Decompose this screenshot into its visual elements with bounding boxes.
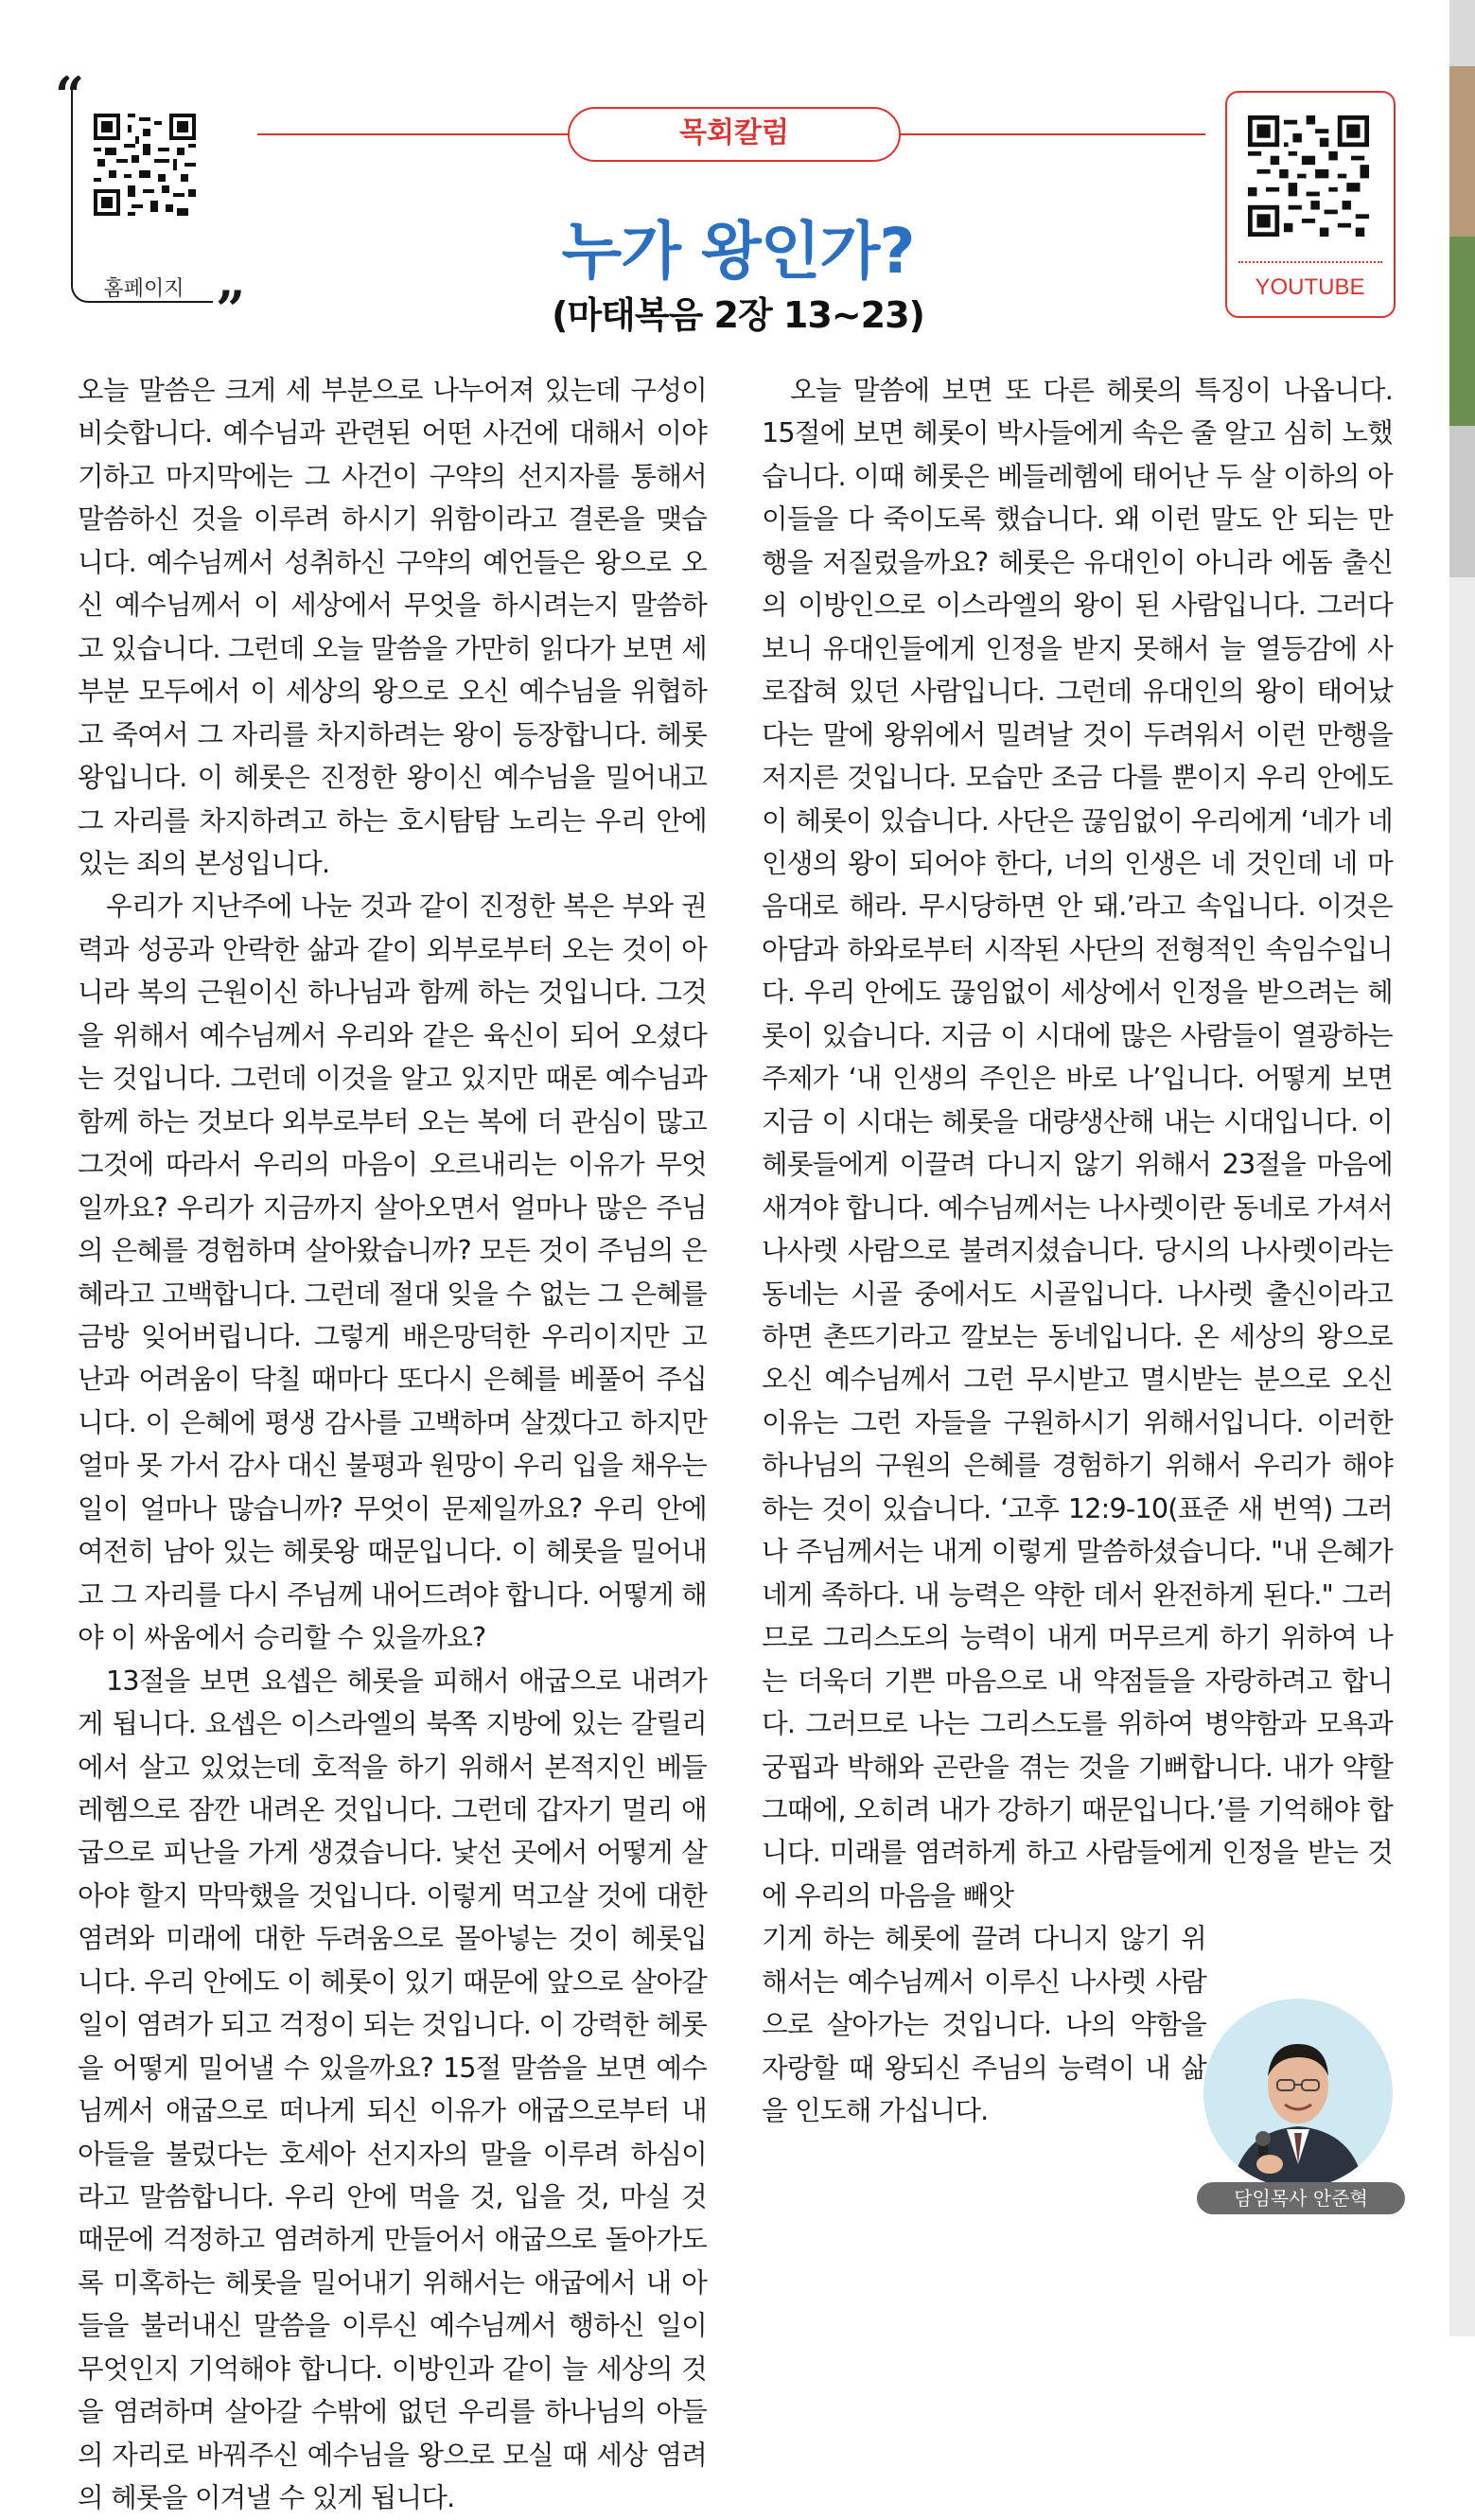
paragraph-5: 기게 하는 헤롯에 끌려 다니지 않기 위해서는 예수님께서 이루신 나사렛 사람으로 살아가는 것입니다. 나의 약함을 자랑할 때 왕되신 주님의 능력이 내 삶을 인도해 가십니다. [762,1922,1206,2127]
paragraph-3: 13절을 보면 요셉은 헤롯을 피해서 애굽으로 내려가게 됩니다. 요셉은 이스라엘의 북쪽 지방에 있는 갈릴리에서 살고 있었는데 호적을 하기 위해서 본적지인 베들레헴으로 잠깐 내려온 것입니다. 그런데 갑자기 멀리 애굽으로 피난을 가게 생겼습니다. 낯선 곳에서 어떻게 살아야 할지 막막했을 것입니다. 이렇게 먹고살 것에 대한 염려와 미래에 대한 두려움으로 몰아넣는 것이 헤롯입니다. 우리 안에도 이 헤롯이 있기 때문에 앞으로 살아갈 일이 염려가 되고 걱정이 되는 것입니다. 이 강력한 헤롯을 어떻게 밀어낼 수 있을까요? 15절 말씀을 보면 예수님께서 애굽으로 떠나게 되신 이유가 애굽으로부터 내 아들을 불렀다는 호세아 선지자의 말을 이루려 하심이라고 말씀합니다. 우리 안에 먹을 것, 입을 것, 마실 것 때문에 걱정하고 염려하게 만들어서 애굽으로 돌아가도록 미혹하는 헤롯을 밀어내기 위해서는 애굽에서 내 아들을 불러내신 말씀을 이루신 예수님께서 행하신 일이 무엇인지 기억해야 합니다. 이방인과 같이 늘 세상의 것을 염려하며 살아갈 수밖에 없던 우리를 하나님의 아들의 자리로 바꿔주신 예수님을 왕으로 모실 때 세상 염려의 헤롯을 이겨낼 수 있게 됩니다. [78,1664,707,2514]
open-quote-mark: “ [55,65,85,126]
homepage-label: 홈페이지 [103,277,184,301]
youtube-label: YOUTUBE [1255,274,1365,300]
section-label: 목회칼럼 [568,107,901,162]
homepage-qr-box[interactable] [71,85,213,303]
paragraph-4: 오늘 말씀에 보면 또 다른 헤롯의 특징이 나옵니다. 15절에 보면 헤롯이 박사들에게 속은 줄 알고 심히 노했습니다. 이때 헤롯은 베들레헴에 태어난 두 살 이하의 아이들을 다 죽이도록 했습니다. 왜 이런 말도 안 되는 만행을 저질렀을까요? 헤롯은 유대인이 아니라 에돔 출신의 이방인으로 이스라엘의 왕이 된 사람입니다. 그러다 보니 유대인들에게 인정을 받지 못해서 늘 열등감에 사로잡혀 있던 사람입니다. 그런데 유대인의 왕이 태어났다는 말에 왕위에서 밀려날 것이 두려워서 이런 만행을 저지른 것입니다. 모습만 조금 다를 뿐이지 우리 안에도 이 헤롯이 있습니다. 사단은 끊임없이 우리에게 ‘네가 네 인생의 왕이 되어야 한다, 너의 인생은 네 것인데 네 마음대로 해라. 무시당하면 안 돼.’라고 속입니다. 이것은 아담과 하와로부터 시작된 사단의 전형적인 속임수입니다. 우리 안에도 끊임없이 세상에서 인정을 받으려는 헤롯이 있습니다. 지금 이 시대에 많은 사람들이 열광하는 주제가 ‘내 인생의 주인은 바로 나’입니다. 어떻게 보면 지금 이 시대는 헤롯을 대량생산해 내는 시대입니다. 이 헤롯들에게 이끌려 다니지 않기 위해서 23절을 마음에 새겨야 합니다. 예수님께서는 나사렛이란 동네로 가셔서 나사렛 사람으로 불려지셨습니다. 당시의 나사렛이라는 동네는 시골 중에서도 시골입니다. 나사렛 출신이라고 하면 촌뜨기라고 깔보는 동네입니다. 온 세상의 왕으로 오신 예수님께서 그런 무시받고 멸시받는 분으로 오신 이유는 그런 자들을 구원하시기 위해서입니다. 이러한 하나님의 구원의 은혜를 경험하기 위해서 우리가 해야 하는 것이 있습니다. ‘고후 12:9-10(표준 새 번역) 그러나 주님께서는 내게 이렇게 말씀하셨습니다. "내 은혜가 네게 족하다. 내 능력은 약한 데서 완전하게 된다." 그러므로 그리스도의 능력이 내게 머무르게 하기 위하여 나는 더욱더 기쁜 마음으로 내 약점들을 자랑하려고 합니다. 그러므로 나는 그리스도를 위하여 병약함과 모욕과 궁핍과 박해와 곤란을 겪는 것을 기뻐합니다. 내가 약할 그때에, 오히려 내가 강하기 때문입니다.’를 기억해야 합니다. 미래를 염려하게 하고 사람들에게 인정을 받는 것에 우리의 마음을 빼앗 [762,374,1393,1912]
dotted-divider [1238,261,1382,263]
article-column-right [762,369,1393,2133]
qr-code-icon [94,114,196,216]
close-quote-mark: ” [216,279,246,340]
page-title: 누가 왕인가? [561,215,915,288]
header-rule-right [901,133,1205,135]
paragraph-2: 우리가 지난주에 나눈 것과 같이 진정한 복은 부와 권력과 성공과 안락한 삶과 같이 외부로부터 오는 것이 아니라 복의 근원이신 하나님과 함께 하는 것입니다. 그것을 위해서 예수님께서 우리와 같은 육신이 되어 오셨다는 것입니다. 그런데 이것을 알고 있지만 때론 예수님과 함께 하는 것보다 외부로부터 오는 복에 더 관심이 많고 그것에 따라서 우리의 마음이 오르내리는 이유가 무엇일까요? 우리가 지금까지 살아오면서 얼마나 많은 주님의 은혜를 경험하며 살아왔습니까? 모든 것이 주님의 은혜라고 고백합니다. 그런데 절대 잊을 수 없는 그 은혜를 금방 잊어버립니다. 그렇게 배은망덕한 우리이지만 고난과 어려움이 닥칠 때마다 또다시 은혜를 베풀어 주십니다. 이 은혜에 평생 감사를 고백하며 살겠다고 하지만 얼마 못 가서 감사 대신 불평과 원망이 우리 입을 채우는 일이 얼마나 많습니까? 무엇이 문제일까요? 우리 안에 여전히 남아 있는 헤롯왕 때문입니다. 이 헤롯을 밀어내고 그 자리를 다시 주님께 내어드려야 합니다. 어떻게 해야 이 싸움에서 승리할 수 있을까요? [78,890,707,1654]
article-column-left [78,369,707,2520]
scripture-reference: (마태복음 2장 13~23) [552,294,924,336]
header-rule-left [257,133,568,135]
pastor-caption: 담임목사 안준혁 [1197,2182,1405,2214]
qr-code-icon [1248,115,1369,237]
pastor-photo [1203,1999,1393,2188]
adjacent-page-edge [1449,0,1475,2336]
paragraph-1: 오늘 말씀은 크게 세 부분으로 나누어져 있는데 구성이 비슷합니다. 예수님과 관련된 어떤 사건에 대해서 이야기하고 마지막에는 그 사건이 구약의 선지자를 통해서 말씀하신 것을 이루려 하시기 위함이라고 결론을 맺습니다. 예수님께서 성취하신 구약의 예언들은 왕으로 오신 예수님께서 이 세상에서 무엇을 하시려는지 말씀하고 있습니다. 그런데 오늘 말씀을 가만히 읽다가 보면 세 부분 모두에서 이 세상의 왕으로 오신 예수님을 위협하고 죽여서 그 자리를 차지하려는 왕이 등장합니다. 헤롯왕입니다. 이 헤롯은 진정한 왕이신 예수님을 밀어내고 그 자리를 차지하려고 하는 호시탐탐 노리는 우리 안에 있는 죄의 본성입니다. [78,374,707,879]
youtube-qr-box[interactable] [1225,91,1396,318]
